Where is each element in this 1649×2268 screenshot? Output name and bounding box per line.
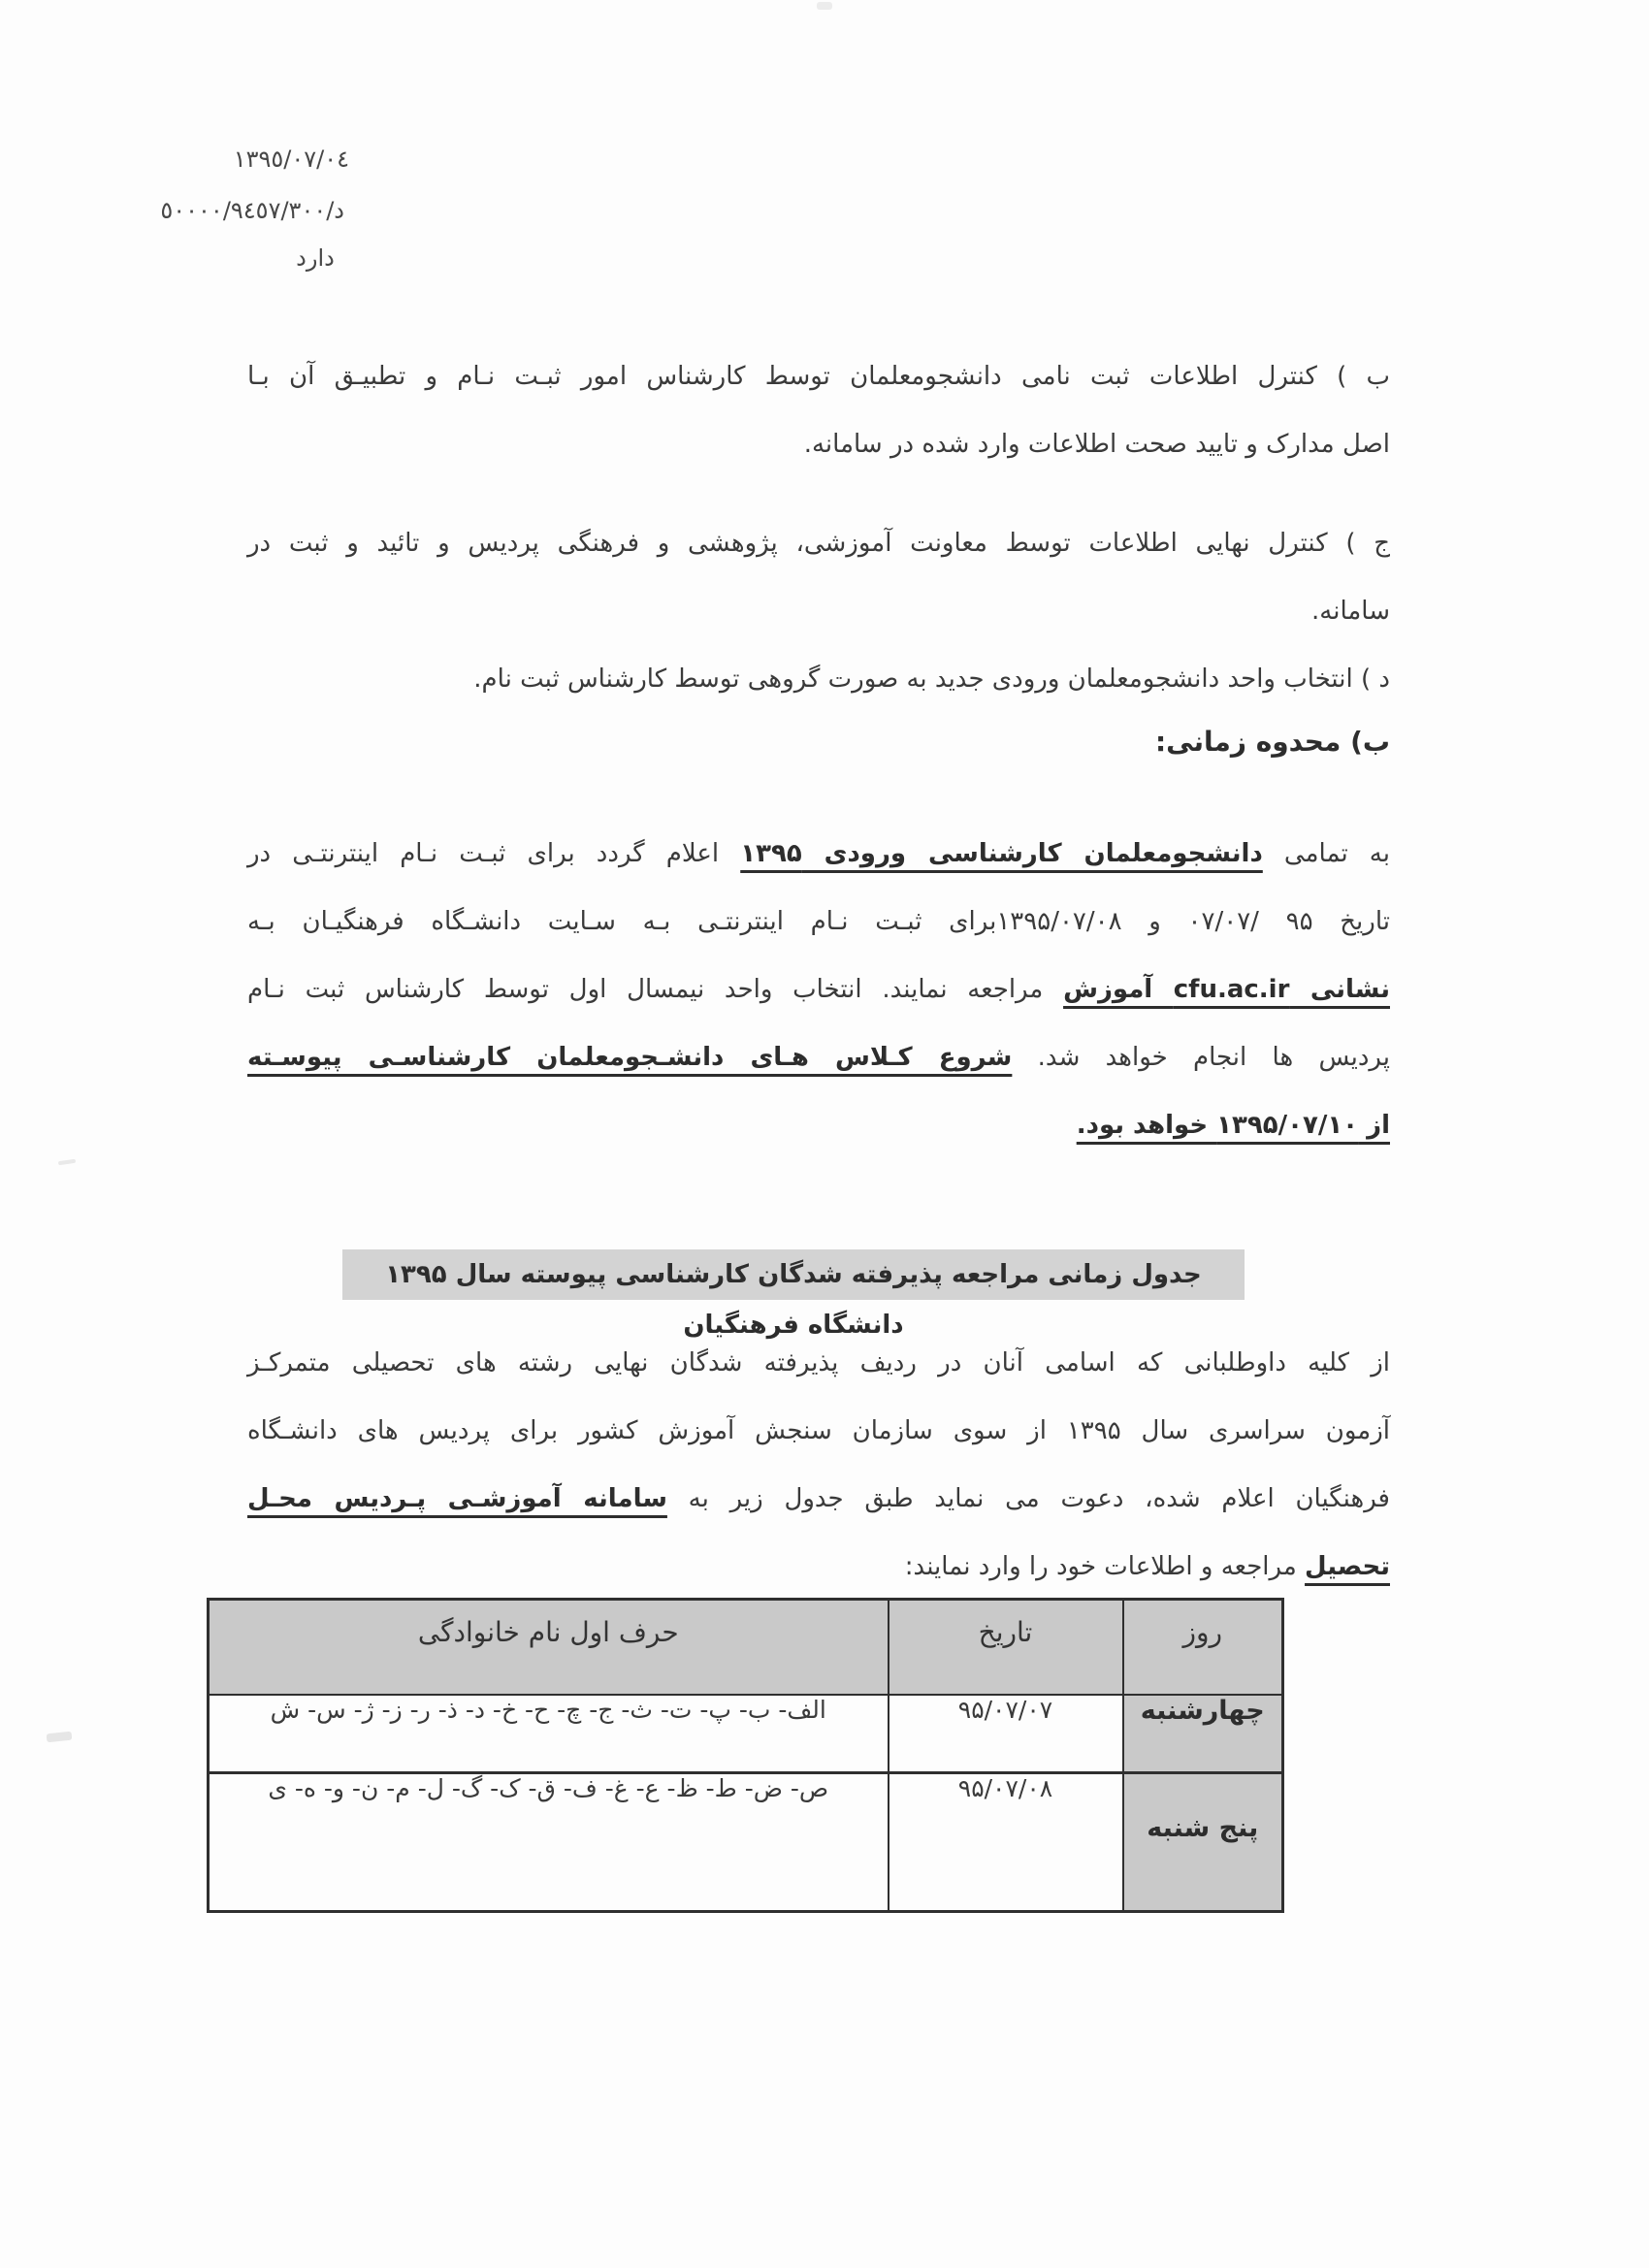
announce-line-3 [247,970,1390,1011]
schedule-table-heading: جدول زمانی مراجعه پذیرفته شدگان کارشناسی پیوسته سال ۱۳۹۵ دانشگاه فرهنگیان [342,1249,1245,1300]
table-header-row [209,1600,1283,1695]
para-c-line-1: ج ) کنترل نهایی اطلاعات توسط معاونت آموزشی، پژوهشی و فرهنگی پردیس و تائید و ثبت در [247,529,1390,558]
announce-line-5 [247,1106,1390,1147]
para-b-line-1: ب ) کنترل اطلاعات ثبت نامی دانشجومعلمان توسط کارشناس امور ثبـت نـام و تطبیـق آن بـا [247,362,1390,391]
announce-line-5-em: از ۱۳۹۵/۰۷/۱۰ خواهد بود. [1076,1111,1390,1140]
para-c-line-2: سامانه. [1311,597,1390,626]
letter-attachment-indicator: دارد [296,244,335,272]
announce-line-4-pre: پردیس ها انجام خواهد شد. [1012,1043,1390,1072]
date-cell: ۹۵/۰۷/۰۷ [889,1695,1123,1773]
announce-line-1-pre: به تمامی [1262,839,1390,868]
announce-line-1-post: اعلام گردد برای ثبـت نـام اینترنتـی در [247,839,741,868]
announce-line-4 [247,1038,1390,1079]
table-row [209,1773,1283,1912]
applicants-line-4-post: مراجعه و اطلاعات خود را وارد نمایند: [904,1552,1306,1581]
applicants-line-1: از کلیه داوطلبانی که اسامی آنان در ردیف پذیرفته شدگان نهایی رشته های تحصیلی متمرکـز [247,1348,1390,1377]
announce-line-1 [247,834,1390,875]
date-cell: ۹۵/۰۷/۰۸ [889,1773,1123,1912]
announce-line-3-post: مراجعه نمایند. انتخاب واحد نیمسال اول توسط کارشناس ثبت نـام [247,975,1064,1004]
announce-line-1-em: دانشجومعلمان کارشناسی ورودی ۱۳۹۵ [740,839,1263,868]
letter-ref-number: د/٥٠٠٠٠/٩٤٥٧/٣٠٠ [160,197,344,224]
scan-artifact [58,1159,76,1165]
column-header-letters: حرف اول نام خانوادگی [209,1600,889,1695]
announce-line-3-em: نشانی cfu.ac.ir آموزش [1063,975,1390,1004]
para-b-line-2: اصل مدارک و تایید صحت اطلاعات وارد شده در سامانه. [803,430,1390,459]
section-b-heading: ب) محدوه زمانی: [1154,726,1390,758]
announce-line-4-em: شروع کـلاس هـای دانشـجومعلمان کارشناسـی پیوسـته [247,1043,1013,1072]
table-row [209,1695,1283,1773]
letters-cell: ص- ض- ط- ظ- ع- غ- ف- ق- ک- گ- ل- م- ن- و- ه- ی [209,1773,889,1912]
applicants-line-4-em: تحصیل [1305,1552,1390,1581]
column-header-date: تاریخ [889,1600,1123,1695]
announce-line-2: تاریخ ۹۵ /۰۷/۰۷ و ۱۳۹۵/۰۷/۰۸برای ثبـت نـام اینترنتـی بـه سـایت دانشـگاه فرهنگیـان بـه [247,907,1391,936]
letters-cell: الف- ب- پ- ت- ث- ج- چ- ح- خ- د- ذ- ر- ز- ژ- س- ش [209,1695,889,1773]
schedule-table [207,1598,1284,1913]
day-cell: چهارشنبه [1123,1695,1283,1773]
day-cell: پنج شنبه [1123,1773,1283,1912]
para-d-line-1: د ) انتخاب واحد دانشجومعلمان ورودی جدید به صورت گروهی توسط کارشناس ثبت نام. [473,664,1390,694]
scan-artifact [817,2,832,10]
column-header-day: روز [1123,1600,1283,1695]
applicants-line-3-pre: فرهنگیان اعلام شده، دعوت می نماید طبق جدول زیر به [666,1484,1390,1513]
applicants-line-3-em: سامانه آموزشـی پـردیس محـل [247,1484,667,1513]
applicants-line-4 [247,1547,1390,1588]
letter-date: ١٣٩٥/٠٧/٠٤ [233,146,349,173]
scan-artifact [47,1732,73,1743]
applicants-line-3 [247,1479,1390,1520]
applicants-line-2: آزمون سراسری سال ۱۳۹۵ از سوی سازمان سنجش آموزش کشور برای پردیس های دانشـگاه [247,1416,1390,1445]
